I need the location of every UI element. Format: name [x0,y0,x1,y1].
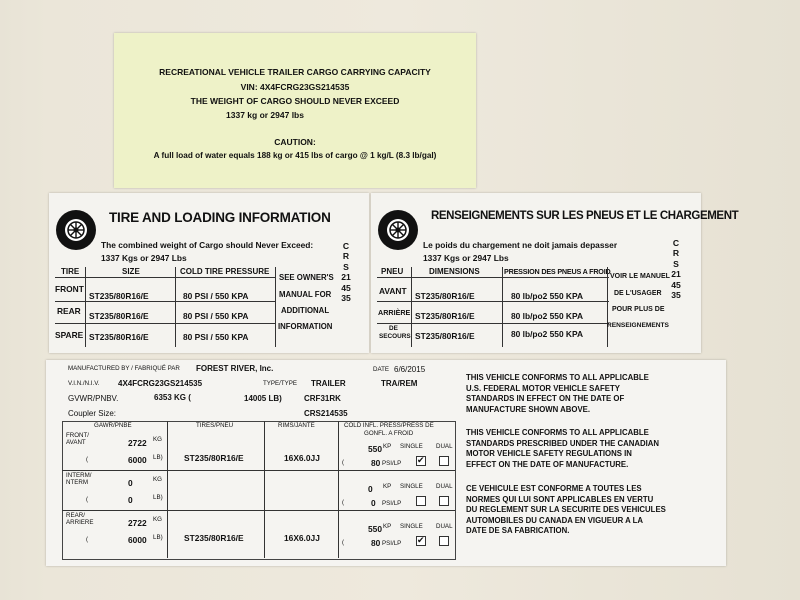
model-code: CRF31RK [304,394,341,403]
vertical-code: CRS214535 [671,238,681,301]
tire-row-size: ST235/80R16/E [415,311,475,321]
cargo-vin-line: VIN: 4X4FCRG23GS214535 [240,82,350,92]
tire-icon [377,209,419,251]
open-paren: ( [86,456,89,463]
unit-kp: KP [383,443,392,450]
coupler-value: CRS214535 [304,409,348,418]
axle-rim: 16X6.0JJ [284,453,320,463]
open-paren: ( [342,539,345,546]
axle-label: INTERM/ [66,472,92,479]
axle-kpa: 550 [368,444,382,454]
tire-row-pos: AVANT [379,286,407,296]
unit-kp: KP [383,523,392,530]
divider [411,267,412,347]
axle-label: ARRIERE [66,519,94,526]
tire-info-line1: The combined weight of Cargo should Never Exceed: [101,240,314,250]
header-size: SIZE [122,267,140,276]
note-line: POUR PLUS DE [612,306,665,313]
unit-kg: KG [153,436,162,443]
divider [377,301,609,302]
axle-psi: 80 [371,538,381,548]
single-checkbox [416,496,426,506]
vin-label: V.I.N./N.I.V. [68,380,100,387]
divider [55,323,275,324]
open-paren: ( [86,496,89,503]
single-checkbox [416,456,426,466]
unit-psi: PSI/LP [382,500,402,507]
single-label: SINGLE [400,483,423,490]
tire-row-pressure: 80 lb/po2 550 KPA [511,311,583,321]
tire-row-pos: REAR [57,306,81,316]
notice-line: MOTOR VEHICLE SAFETY REGULATIONS IN [466,449,632,458]
dual-label: DUAL [436,483,453,490]
open-paren: ( [342,499,345,506]
divider [62,510,455,511]
tire-row-pressure: 80 lb/po2 550 KPA [511,291,583,301]
tire-row-pressure: 80 PSI / 550 KPA [183,311,249,321]
notice-line: THIS VEHICLE CONFORMS TO ALL APPLICABLE [466,373,649,382]
tire-row-pos: SECOURS [379,333,411,340]
gvwr-lb: 14005 LB) [244,394,282,403]
tire-info-line2: 1337 Kgs or 2947 Lbs [423,253,509,263]
rims-header: RIMS/JANTE [278,422,315,429]
axle-psi: 0 [371,498,376,508]
axle-rim: 16X6.0JJ [284,533,320,543]
type-en: TRAILER [311,379,346,388]
tires-header: TIRES/PNEU [196,422,234,429]
divider [275,267,276,347]
divider [377,323,609,324]
tire-row-pressure: 80 PSI / 550 KPA [183,332,249,342]
tire-info-line1: Le poids du chargement ne doit jamais depasser [423,240,618,250]
cargo-line-3: THE WEIGHT OF CARGO SHOULD NEVER EXCEED [190,96,400,106]
tire-info-title: TIRE AND LOADING INFORMATION [109,210,331,225]
notice-line: DATE DE SA FABRICATION. [466,526,570,535]
tire-info-label-en [49,193,369,353]
manufacture-date: 6/6/2015 [394,365,426,374]
notice-french [466,484,716,537]
tire-info-title: RENSEIGNEMENTS SUR LES PNEUS ET LE CHARGEMENT [431,210,739,222]
axle-kg: 0 [128,478,133,488]
axle-label: AVANT [66,439,86,446]
notice-line: EFFECT ON THE DATE OF MANUFACTURE. [466,459,629,469]
notice-line: NORMES QUI LUI SONT APPLICABLES EN VERTU [466,494,654,504]
cargo-weight-line: 1337 kg or 2947 lbs [226,110,304,120]
axle-lb: 6000 [128,535,147,545]
header-size: DIMENSIONS [429,267,480,276]
note-line: ADDITIONAL [281,306,330,315]
open-paren: ( [342,459,345,466]
vin-value: 4X4FCRG23GS214535 [118,379,203,388]
note-line: RENSEIGNEMENTS [607,322,669,329]
compliance-label [46,360,726,566]
note-line: SEE OWNER'S [279,273,334,282]
cold-header-2: GONFL. A FROID [364,430,414,437]
tire-row-size: ST235/80R16/E [89,311,149,321]
dual-label: DUAL [436,443,453,450]
divider [338,421,339,558]
tire-icon [55,209,97,251]
axle-tire: ST235/80R16/E [184,453,244,463]
open-paren: ( [86,536,89,543]
single-label: SINGLE [400,443,423,450]
dual-checkbox [439,496,449,506]
tire-info-line2: 1337 Kgs or 2947 Lbs [101,253,187,263]
dual-checkbox [439,456,449,466]
axle-lb: 0 [128,495,133,505]
date-label: DATE [373,366,390,373]
divider [55,301,275,302]
caution-title: CAUTION: [274,137,316,147]
tire-row-pos: FRONT [55,284,84,294]
unit-kp: KP [383,483,392,490]
type-fr: TRA/REM [381,379,418,388]
unit-lb: LB) [153,494,163,501]
note-line: VOIR LE MANUEL [610,273,670,280]
notice-line: MANUFACTURE SHOWN ABOVE. [466,404,591,414]
divider [502,267,503,347]
caution-text: A full load of water equals 188 kg or 415 lbs of cargo @ 1 kg/L (8.3 lb/gal) [153,151,437,160]
unit-kg: KG [153,516,162,523]
divider [85,267,86,347]
tire-row-pos: ARRIÈRE [378,308,411,317]
tire-row-pos: SPARE [55,330,84,340]
note-line: MANUAL FOR [279,290,332,299]
notice-line: DU REGLEMENT SUR LA SECURITE DES VEHICULES [466,505,666,514]
tire-row-size: ST235/80R16/E [89,291,149,301]
notice-line: STANDARDS IN EFFECT ON THE DATE OF [466,394,625,403]
cargo-line-1: RECREATIONAL VEHICLE TRAILER CARGO CARRYING CAPACITY [159,67,431,77]
gvwr-kg: 6353 KG ( [154,393,191,402]
tire-row-pos: DE [389,325,398,332]
dual-checkbox [439,536,449,546]
gvwr-label: GVWR/PNBV. [68,394,119,403]
axle-label: REAR/ [66,512,85,519]
single-label: SINGLE [400,523,423,530]
axle-kg: 2722 [128,518,147,528]
axle-kpa: 550 [368,524,382,534]
notice-line: THIS VEHICLE CONFORMS TO ALL APPLICABLE [466,428,649,437]
axle-label: FRONT/ [66,432,90,439]
divider [264,421,265,558]
divider [167,421,168,558]
axle-lb: 6000 [128,455,147,465]
vertical-code: CRS214535 [341,241,351,304]
notice-line: U.S. FEDERAL MOTOR VEHICLE SAFETY [466,383,620,393]
divider [55,277,275,278]
unit-psi: PSI/LP [382,460,402,467]
axle-psi: 80 [371,458,381,468]
cold-header-1: COLD INFL. PRESS/PRESS DE [344,422,434,429]
coupler-label: Coupler Size: [68,409,117,418]
gawr-header: GAWR/PNBE [94,422,132,429]
unit-kg: KG [153,476,162,483]
divider [62,470,455,471]
note-line: INFORMATION [278,322,333,331]
notice-canada [466,428,716,470]
axle-kg: 2722 [128,438,147,448]
axle-label: NTERM [66,479,88,486]
manufacturer-name: FOREST RIVER, Inc. [196,364,274,373]
notice-line: CE VEHICULE EST CONFORME A TOUTES LES [466,484,642,493]
header-tire: PNEU [381,267,404,276]
notice-us [466,373,716,415]
header-pressure: COLD TIRE PRESSURE [180,267,270,276]
note-line: DE L'USAGER [614,290,662,297]
notice-line: AUTOMOBILES DU CANADA EN VIGUEUR A LA [466,515,644,525]
type-label: TYPE/TYPE [263,380,298,387]
unit-lb: LB) [153,454,163,461]
notice-line: STANDARDS PRESCRIBED UNDER THE CANADIAN [466,438,660,448]
unit-psi: PSI/LP [382,540,402,547]
single-checkbox [416,536,426,546]
dual-label: DUAL [436,523,453,530]
axle-kpa: 0 [368,484,373,494]
cargo-capacity-label [114,33,476,188]
header-tire: TIRE [61,267,80,276]
manufactured-by-label: MANUFACTURED BY / FABRIQUÉ PAR [68,365,180,372]
tire-row-pressure: 80 lb/po2 550 KPA [511,329,583,339]
tire-info-label-fr [371,193,739,353]
divider [175,267,176,347]
divider [607,267,608,347]
tire-row-size: ST235/80R16/E [89,332,149,342]
unit-lb: LB) [153,534,163,541]
header-pressure: PRESSION DES PNEUS A FROID [504,267,611,276]
tire-row-size: ST235/80R16/E [415,331,475,341]
tire-row-size: ST235/80R16/E [415,291,475,301]
axle-tire: ST235/80R16/E [184,533,244,543]
tire-row-pressure: 80 PSI / 550 KPA [183,291,249,301]
